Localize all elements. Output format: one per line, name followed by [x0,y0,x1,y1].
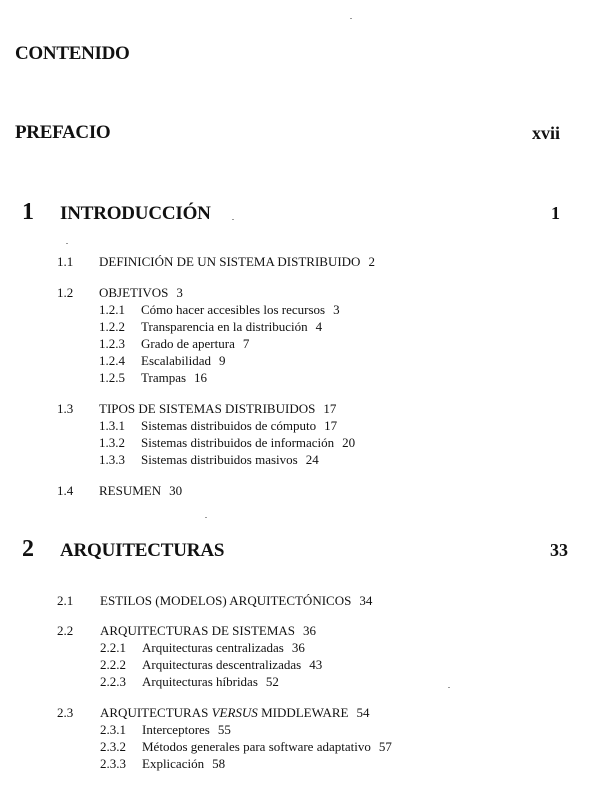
subsection-number: 1.2.3 [99,336,125,351]
section-number: 1.4 [57,483,74,498]
chapter-page: 33 [550,540,568,560]
section-page: 2 [368,254,375,269]
scan-speck [66,243,68,244]
section-entry[interactable] [100,593,372,609]
subsection-number: 1.2.2 [99,319,125,334]
subsection-number: 1.3.1 [99,418,125,433]
section-page: 3 [176,285,183,300]
subsection-entry[interactable] [100,756,225,772]
subsection-entry[interactable] [99,302,340,318]
section-number: 1.2 [57,285,74,300]
subsection-page: 3 [333,302,340,317]
subsection-entry[interactable] [100,657,322,673]
section-page: 30 [169,483,183,498]
preface-page: xvii [531,123,560,143]
subsection-title: Cómo hacer accesibles los recursos [141,302,326,317]
section-number: 1.3 [57,401,74,416]
section-entry[interactable] [99,285,183,301]
scan-speck [205,517,207,518]
subsection-title: Arquitecturas centralizadas [142,640,284,655]
scan-speck [232,219,234,220]
subsection-title: Trampas [141,370,187,385]
scan-speck [448,687,450,688]
subsection-page: 7 [242,336,250,351]
section-title: ARQUITECTURAS DE SISTEMAS [100,623,296,638]
page-title: CONTENIDO [15,43,130,64]
subsection-number: 2.3.1 [100,722,126,737]
section-title: ESTILOS (MODELOS) ARQUITECTÓNICOS [100,593,352,608]
section-title-italic: VERSUS [211,705,258,720]
subsection-page: 16 [194,370,208,385]
subsection-page: 4 [315,319,323,334]
subsection-number: 2.2.1 [100,640,126,655]
subsection-title: Transparencia en la distribución [141,319,308,334]
subsection-page: 58 [212,756,226,771]
subsection-entry[interactable] [99,319,322,335]
section-number: 2.1 [57,593,74,608]
chapter-title[interactable]: INTRODUCCIÓN [60,203,211,224]
subsection-page: 43 [309,657,323,672]
subsection-entry[interactable] [99,452,319,468]
subsection-title: Sistemas distribuidos de información [141,435,335,450]
section-title: TIPOS DE SISTEMAS DISTRIBUIDOS [99,401,316,416]
subsection-entry[interactable] [99,418,337,434]
chapter-number: 2 [22,536,34,562]
subsection-number: 2.3.2 [100,739,126,754]
section-title: RESUMEN [99,483,162,498]
subsection-entry[interactable] [100,674,279,690]
section-number: 1.1 [57,254,74,269]
subsection-page: 17 [324,418,338,433]
subsection-number: 1.3.2 [99,435,125,450]
section-title: OBJETIVOS [99,285,169,300]
subsection-title: Interceptores [142,722,210,737]
section-page: 17 [323,401,337,416]
subsection-number: 1.2.1 [99,302,125,317]
subsection-page: 36 [291,640,305,655]
subsection-title: Explicación [142,756,205,771]
subsection-entry[interactable] [99,353,226,369]
section-page: 54 [356,705,370,720]
subsection-entry[interactable] [99,435,355,451]
subsection-page: 20 [342,435,356,450]
subsection-title: Arquitecturas descentralizadas [142,657,302,672]
section-page: 36 [303,623,317,638]
subsection-entry[interactable] [100,640,305,656]
subsection-number: 1.2.4 [99,353,125,368]
subsection-entry[interactable] [99,370,207,386]
subsection-title: Escalabilidad [141,353,212,368]
chapter-page: 1 [551,203,560,223]
subsection-entry[interactable] [100,739,392,755]
section-number: 2.2 [57,623,74,638]
subsection-title: Arquitecturas híbridas [142,674,258,689]
chapter-number: 1 [22,199,34,225]
subsection-number: 2.3.3 [100,756,126,771]
chapter-title[interactable]: ARQUITECTURAS [60,540,225,561]
section-title-part: MIDDLEWARE [257,705,349,720]
subsection-entry[interactable] [99,336,249,352]
subsection-number: 1.3.3 [99,452,125,467]
subsection-title: Sistemas distribuidos de cómputo [141,418,317,433]
subsection-page: 55 [217,722,231,737]
subsection-title: Sistemas distribuidos masivos [141,452,298,467]
subsection-page: 52 [265,674,279,689]
subsection-title: Grado de apertura [141,336,235,351]
section-title-part: ARQUITECTURAS [100,705,212,720]
subsection-page: 9 [219,353,226,368]
subsection-page: 24 [305,452,319,467]
section-entry[interactable] [99,401,336,417]
section-entry[interactable] [99,483,182,499]
section-entry[interactable] [99,254,375,270]
subsection-number: 1.2.5 [99,370,125,385]
subsection-page: 57 [378,739,392,754]
scan-speck [350,18,352,19]
subsection-number: 2.2.3 [100,674,126,689]
preface-title[interactable]: PREFACIO [15,122,111,143]
section-entry[interactable] [100,623,316,639]
section-title: DEFINICIÓN DE UN SISTEMA DISTRIBUIDO [99,254,361,269]
subsection-number: 2.2.2 [100,657,126,672]
subsection-entry[interactable] [100,722,231,738]
subsection-title: Métodos generales para software adaptativo [142,739,371,754]
section-number: 2.3 [57,705,74,720]
section-page: 34 [359,593,373,608]
section-entry[interactable] [100,705,369,721]
